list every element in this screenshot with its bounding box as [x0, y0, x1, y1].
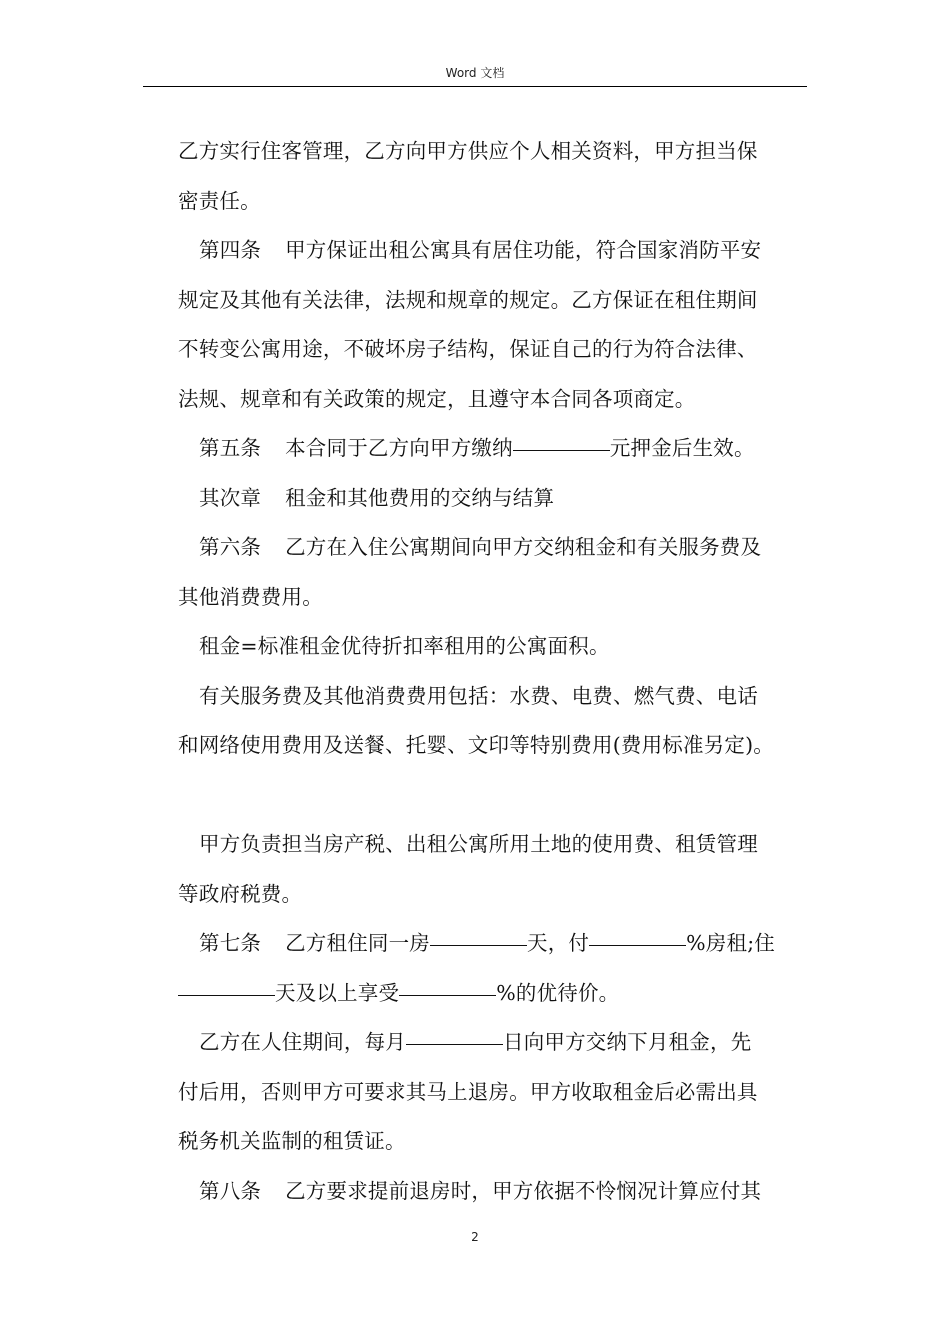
- article-text: 天及以上享受: [275, 980, 400, 1005]
- fill-in-blank: [399, 994, 496, 996]
- paragraph-line: 规定及其他有关法律，法规和规章的规定。乙方保证在租住期间: [178, 287, 758, 312]
- paragraph-line: [178, 1018, 804, 1068]
- paragraph-line: 租金=标准租金优待折扣率租用的公寓面积。: [199, 634, 610, 658]
- paragraph-line: 其他消费费用。: [178, 584, 323, 609]
- article-text: 乙方要求提前退房时，甲方依据不怜悯况计算应付其: [285, 1178, 762, 1203]
- header-rule: [143, 86, 807, 87]
- page-header: Word 文档: [445, 66, 505, 80]
- article-text: %房租;住: [686, 931, 776, 955]
- chapter-heading: [178, 474, 804, 524]
- article-6: [178, 523, 804, 573]
- article-7: [178, 919, 804, 969]
- paragraph-line: 有关服务费及其他消费费用包括：水费、电费、燃气费、电话: [199, 683, 758, 708]
- paragraph-line: [178, 969, 804, 1019]
- article-text: 天，付: [527, 931, 590, 955]
- paragraph-line: 密责任。: [178, 188, 261, 213]
- paragraph-line: 法规、规章和有关政策的规定，且遵守本合同各项商定。: [178, 386, 696, 411]
- article-label: 第六条: [199, 535, 262, 559]
- paragraph-line: 甲方负责担当房产税、出租公寓所用土地的使用费、租赁管理: [199, 832, 758, 856]
- article-4: [178, 226, 804, 276]
- paragraph-line: 乙方实行住客管理，乙方向甲方供应个人相关资料，甲方担当保: [178, 139, 758, 163]
- page-number: 2: [471, 1230, 479, 1244]
- fill-in-blank: [513, 449, 610, 451]
- article-label: 第八条: [199, 1178, 262, 1203]
- article-text: 元押金后生效。: [609, 436, 755, 460]
- article-text: 甲方保证出租公寓具有居住功能，符合国家消防平安: [285, 238, 762, 262]
- paragraph-line: 和网络使用费用及送餐、托婴、文印等特别费用(费用标准另定)。: [178, 733, 774, 757]
- fill-in-blank: [589, 944, 686, 946]
- article-label: 第七条: [199, 931, 262, 955]
- paragraph-line: 税务机关监制的租赁证。: [178, 1129, 406, 1153]
- paragraph-line: 付后用，否则甲方可要求其马上退房。甲方收取租金后必需出具: [178, 1079, 758, 1104]
- chapter-label: 其次章: [199, 485, 262, 510]
- chapter-title: 租金和其他费用的交纳与结算: [285, 485, 555, 510]
- article-text: 本合同于乙方向甲方缴纳: [285, 436, 513, 460]
- article-label: 第四条: [199, 238, 262, 262]
- fill-in-blank: [406, 1043, 503, 1045]
- article-5: [178, 424, 804, 474]
- paragraph-line: 等政府税费。: [178, 881, 303, 906]
- article-label: 第五条: [199, 436, 262, 460]
- article-text: 乙方租住同一房: [285, 931, 431, 955]
- article-text: 乙方在人住期间，每月: [199, 1030, 406, 1054]
- fill-in-blank: [178, 994, 275, 996]
- document-body: [178, 127, 804, 1216]
- article-text: 日向甲方交纳下月租金，先: [503, 1030, 752, 1054]
- paragraph-line: 不转变公寓用途，不破坏房子结构，保证自己的行为符合法律、: [178, 337, 758, 361]
- blank-line: [178, 771, 804, 821]
- article-text: 乙方在入住公寓期间向甲方交纳租金和有关服务费及: [285, 535, 762, 559]
- article-8: [178, 1167, 804, 1217]
- article-text: %的优待价。: [496, 980, 620, 1005]
- fill-in-blank: [430, 944, 527, 946]
